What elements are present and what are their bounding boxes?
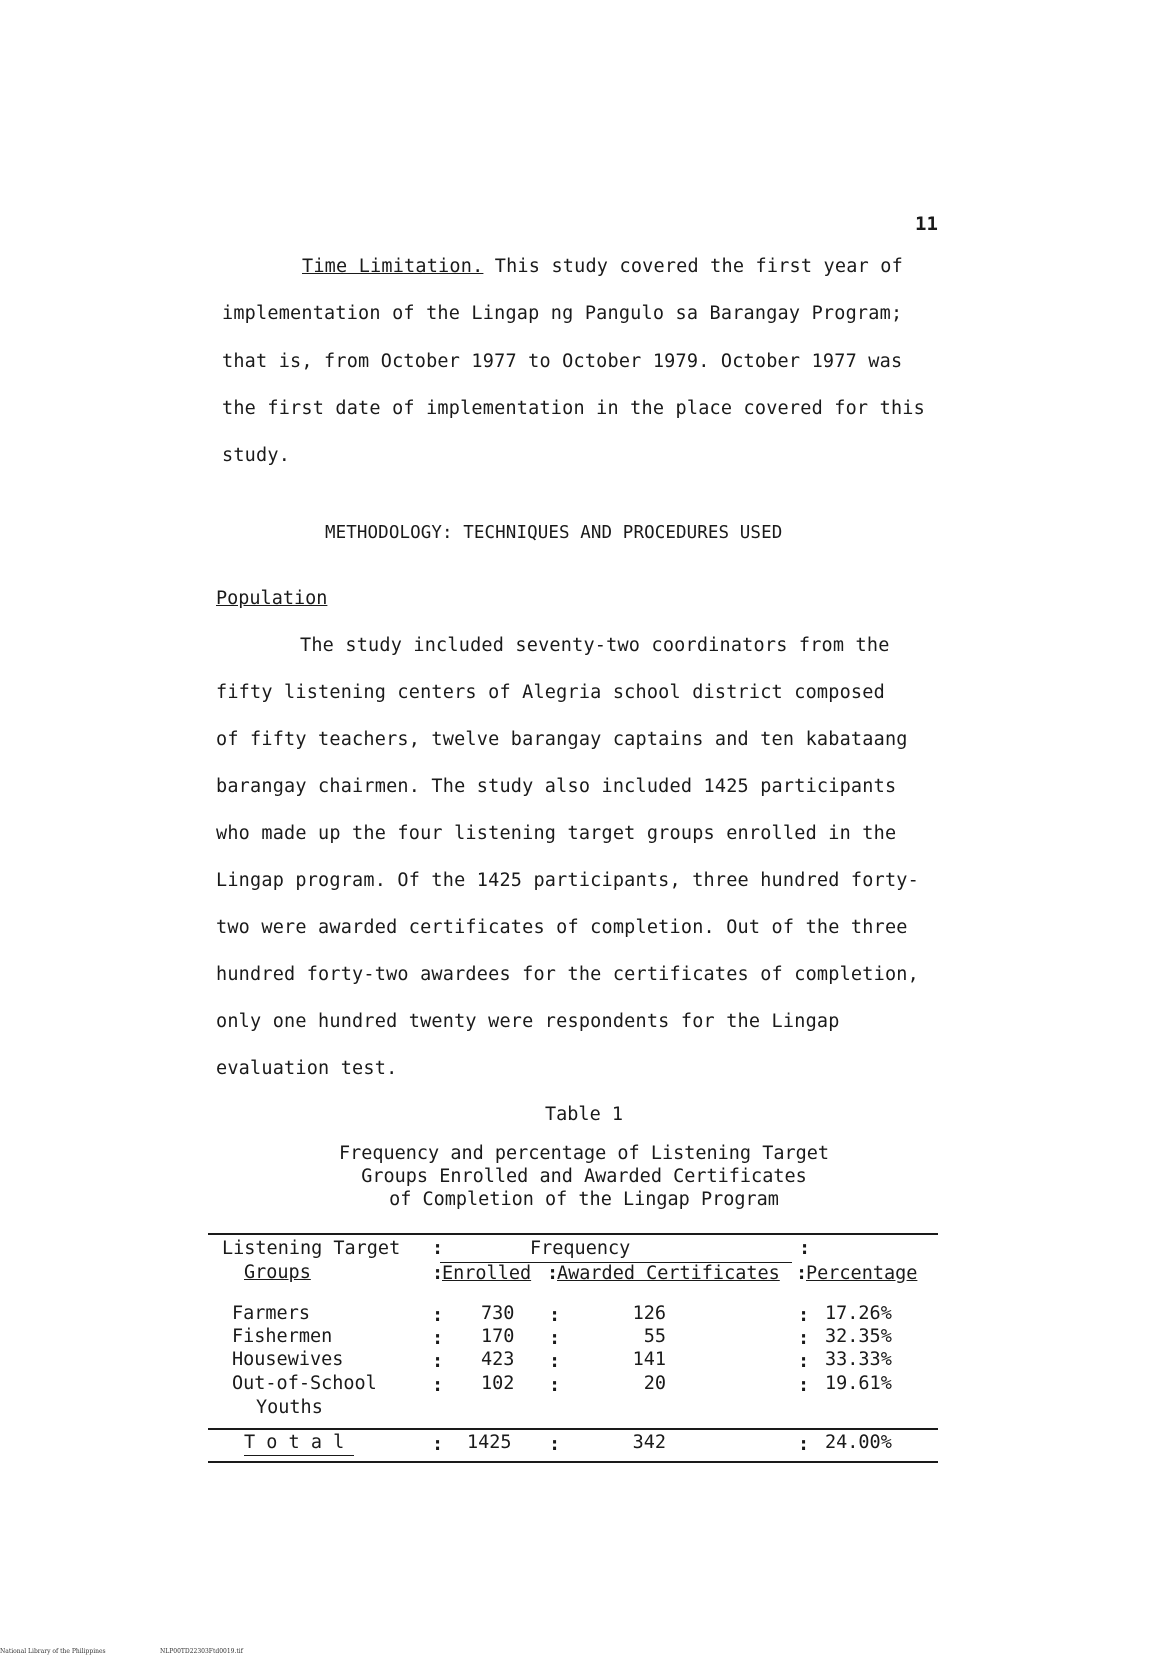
total-enrolled: 1425 (467, 1432, 512, 1453)
time-limitation-line-4: the first date of implementation in the place covered for this (222, 398, 925, 419)
row-fishermen-percentage: 32.35% (825, 1326, 892, 1347)
time-limitation-line-1 (302, 256, 903, 277)
header-enrolled: Enrolled (442, 1263, 532, 1284)
population-line-9: only one hundred twenty were respondents for the Lingap (216, 1011, 840, 1032)
row-out-of-school-enrolled: 102 (481, 1373, 515, 1394)
row-separator: : (432, 1328, 444, 1349)
table-total-rule (208, 1428, 938, 1430)
population-line-4: barangay chairmen. The study also included 1425 participants (216, 776, 897, 797)
population-line-10: evaluation test. (216, 1058, 398, 1079)
page-number: 11 (915, 213, 938, 235)
header-separator: : (799, 1238, 811, 1259)
row-housewives-percentage: 33.33% (825, 1349, 892, 1370)
population-line-2: fifty listening centers of Alegria school district composed (216, 682, 885, 703)
header-separator: : (796, 1263, 808, 1284)
time-limitation-text: This study covered the first year of (483, 256, 903, 277)
table-label: Table 1 (545, 1104, 623, 1125)
header-group-line-2: Groups (244, 1262, 311, 1283)
row-separator: : (432, 1305, 444, 1326)
row-separator: : (432, 1434, 444, 1455)
population-line-6: Lingap program. Of the 1425 participants, three hundred forty- (216, 870, 919, 891)
time-limitation-line-2: implementation of the Lingap ng Pangulo sa Barangay Program; (222, 303, 903, 324)
row-separator: : (432, 1375, 444, 1396)
population-line-5: who made up the four listening target groups enrolled in the (216, 823, 897, 844)
row-separator: : (549, 1375, 561, 1396)
row-separator: : (549, 1328, 561, 1349)
row-housewives-group: Housewives (232, 1349, 344, 1370)
time-limitation-title: Time Limitation. (302, 256, 484, 277)
header-percentage: Percentage (806, 1263, 918, 1284)
row-separator: : (798, 1434, 810, 1455)
row-separator: : (549, 1434, 561, 1455)
row-out-of-school-group: Out-of-School (232, 1373, 377, 1394)
footer-library: National Library of the Philippines (0, 1648, 106, 1655)
header-separator: : (432, 1263, 444, 1284)
row-out-of-school-awarded: 20 (643, 1373, 666, 1394)
row-farmers-awarded: 126 (632, 1303, 666, 1324)
total-awarded: 342 (632, 1432, 666, 1453)
header-group-line-1: Listening Target (222, 1238, 401, 1259)
population-heading: Population (216, 588, 328, 609)
footer-filename: NLP00TD22303Ftd0019.tif (160, 1648, 243, 1655)
header-separator: : (432, 1238, 444, 1259)
row-separator: : (798, 1328, 810, 1349)
row-fishermen-group: Fishermen (232, 1326, 333, 1347)
time-limitation-line-3: that is, from October 1977 to October 1979. October 1977 was (222, 351, 903, 372)
table-caption-line-2: Groups Enrolled and Awarded Certificates (361, 1166, 807, 1187)
header-separator: : (547, 1263, 559, 1284)
row-separator: : (798, 1305, 810, 1326)
row-separator: : (549, 1351, 561, 1372)
population-line-1: The study included seventy-two coordinators from the (300, 635, 890, 656)
row-separator: : (549, 1305, 561, 1326)
row-separator: : (432, 1351, 444, 1372)
methodology-heading: METHODOLOGY: TECHNIQUES AND PROCEDURES USED (325, 523, 783, 543)
row-farmers-percentage: 17.26% (825, 1303, 892, 1324)
table-caption-line-1: Frequency and percentage of Listening Target (338, 1143, 830, 1164)
total-percentage: 24.00% (825, 1432, 892, 1453)
row-fishermen-awarded: 55 (643, 1326, 666, 1347)
table-bottom-rule (208, 1461, 938, 1463)
header-frequency: Frequency (530, 1238, 631, 1259)
population-line-3: of fifty teachers, twelve barangay captains and ten kabataang (216, 729, 908, 750)
total-label: T o t a l (244, 1432, 345, 1453)
row-fishermen-enrolled: 170 (481, 1326, 515, 1347)
row-out-of-school-percentage: 19.61% (825, 1373, 892, 1394)
row-separator: : (798, 1375, 810, 1396)
population-line-7: two were awarded certificates of completion. Out of the three (216, 917, 908, 938)
row-housewives-enrolled: 423 (481, 1349, 515, 1370)
table-top-rule (208, 1233, 938, 1235)
total-label-underline (244, 1455, 354, 1456)
row-farmers-enrolled: 730 (481, 1303, 515, 1324)
row-separator: : (798, 1351, 810, 1372)
row-housewives-awarded: 141 (632, 1349, 666, 1370)
row-out-of-school-group-line-2: Youths (256, 1397, 323, 1418)
time-limitation-line-5: study. (222, 445, 291, 466)
population-line-8: hundred forty-two awardees for the certificates of completion, (216, 964, 919, 985)
header-awarded: Awarded Certificates (557, 1263, 780, 1284)
row-farmers-group: Farmers (232, 1303, 310, 1324)
table-caption-line-3: of Completion of the Lingap Program (389, 1189, 779, 1210)
